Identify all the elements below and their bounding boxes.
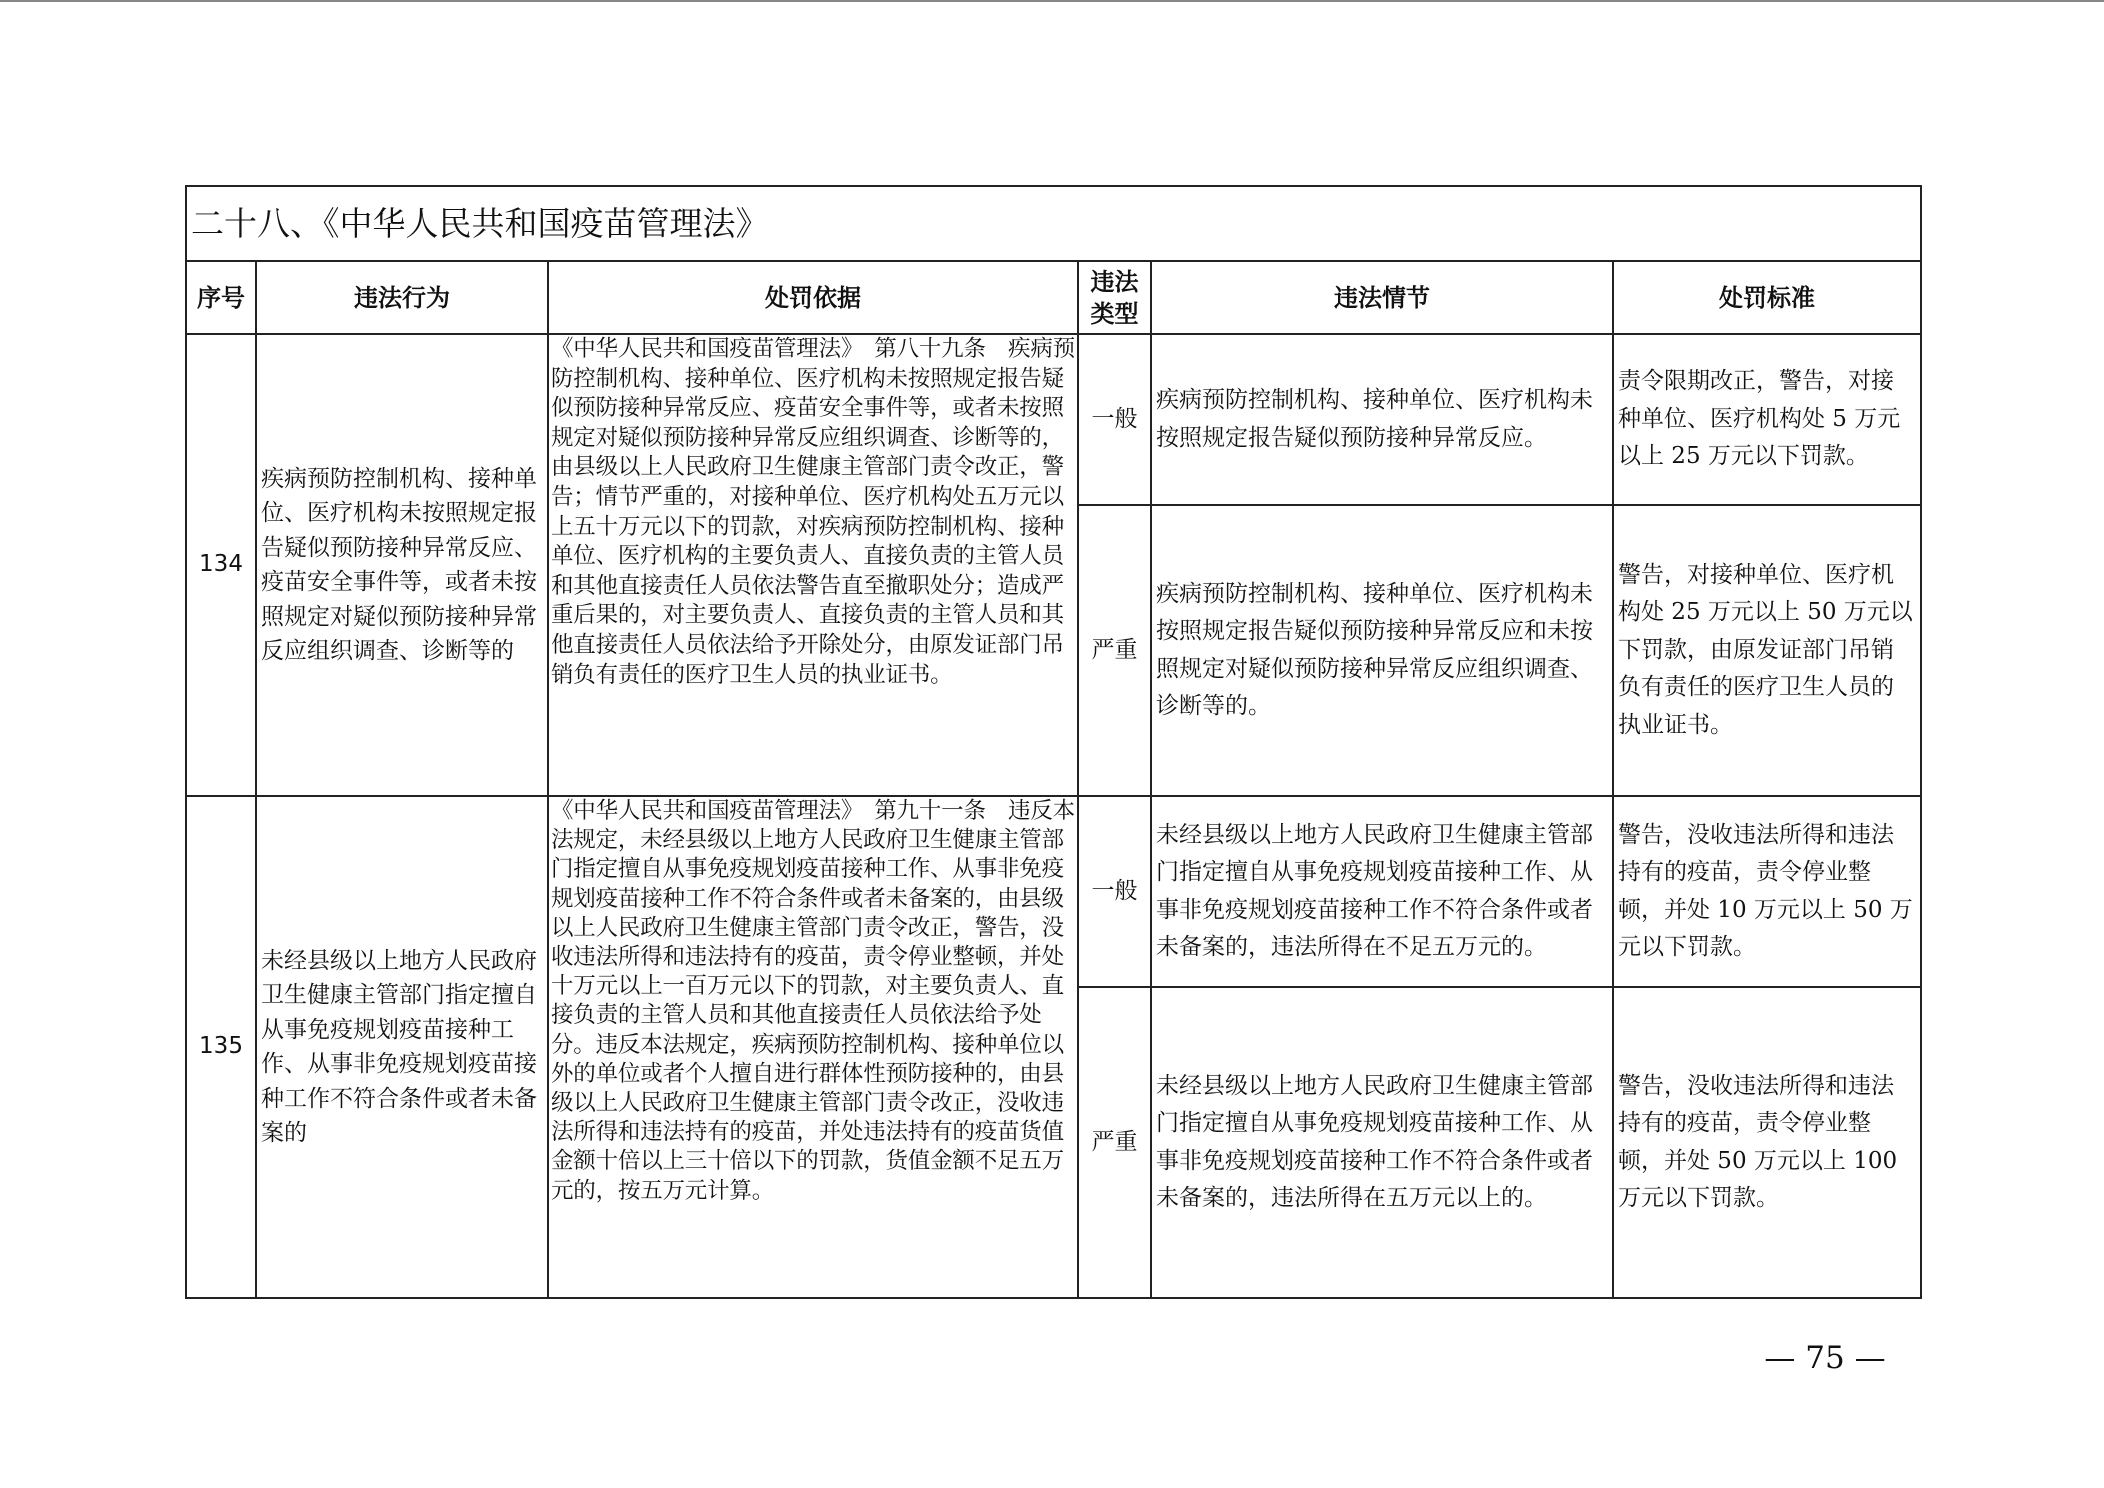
level-circumstance: 疾病预防控制机构、接种单位、医疗机构未按照规定报告疑似预防接种异常反应和未按照规定对疑似预防接种异常反应组织调查、诊断等的。 [1151,505,1613,796]
level-standard: 警告，对接种单位、医疗机构处 25 万元以上 50 万元以下罚款，由原发证部门吊销负有责任的医疗卫生人员的执业证书。 [1613,505,1921,796]
header-seq: 序号 [186,261,256,334]
level-type: 一般 [1078,796,1151,987]
level-standard: 警告，没收违法所得和违法持有的疫苗，责令停业整顿，并处 50 万元以上 100 万元以下罚款。 [1613,987,1921,1298]
header-basis: 处罚依据 [548,261,1078,334]
section-title: 二十八、《中华人民共和国疫苗管理法》 [186,186,1921,261]
level-circumstance: 疾病预防控制机构、接种单位、医疗机构未按照规定报告疑似预防接种异常反应。 [1151,334,1613,505]
header-row [186,261,1921,334]
table-row [186,796,1921,987]
title-row [186,186,1921,261]
penalty-table [185,185,1922,1299]
level-type: 一般 [1078,334,1151,505]
level-type: 严重 [1078,987,1151,1298]
level-standard: 责令限期改正，警告，对接种单位、医疗机构处 5 万元以上 25 万元以下罚款。 [1613,334,1921,505]
level-type: 严重 [1078,505,1151,796]
row-basis: 《中华人民共和国疫苗管理法》 第八十九条 疾病预防控制机构、接种单位、医疗机构未按照规定报告疑似预防接种异常反应、疫苗安全事件等，或者未按照规定对疑似预防接种异常反应组织调查、诊断等的，由县级以上人民政府卫生健康主管部门责令改正，警告；情节严重的，对接种单位、医疗机构处五万元以上五十万元以下的罚款，对疾病预防控制机构、接种单位、医疗机构的主要负责人、直接负责的主管人员和其他直接责任人员依法警告直至撤职处分；造成严重后果的，对主要负责人、直接负责的主管人员和其他直接责任人员依法给予开除处分，由原发证部门吊销负有责任的医疗卫生人员的执业证书。 [548,334,1078,796]
level-standard: 警告，没收违法所得和违法持有的疫苗，责令停业整顿，并处 10 万元以上 50 万元以下罚款。 [1613,796,1921,987]
header-act: 违法行为 [256,261,548,334]
row-seq: 135 [186,796,256,1298]
row-act: 未经县级以上地方人民政府卫生健康主管部门指定擅自从事免疫规划疫苗接种工作、从事非免疫规划疫苗接种工作不符合条件或者未备案的 [256,796,548,1298]
table-row [186,334,1921,505]
level-circumstance: 未经县级以上地方人民政府卫生健康主管部门指定擅自从事免疫规划疫苗接种工作、从事非免疫规划疫苗接种工作不符合条件或者未备案的，违法所得在五万元以上的。 [1151,987,1613,1298]
header-type: 违法类型 [1078,261,1151,334]
header-circumstance: 违法情节 [1151,261,1613,334]
level-circumstance: 未经县级以上地方人民政府卫生健康主管部门指定擅自从事免疫规划疫苗接种工作、从事非免疫规划疫苗接种工作不符合条件或者未备案的，违法所得在不足五万元的。 [1151,796,1613,987]
page-number: — 75 — [1764,1340,1886,1376]
header-standard: 处罚标准 [1613,261,1921,334]
row-seq: 134 [186,334,256,796]
row-basis: 《中华人民共和国疫苗管理法》 第九十一条 违反本法规定，未经县级以上地方人民政府卫生健康主管部门指定擅自从事免疫规划疫苗接种工作、从事非免疫规划疫苗接种工作不符合条件或者未备案的，由县级以上人民政府卫生健康主管部门责令改正，警告，没收违法所得和违法持有的疫苗，责令停业整顿，并处十万元以上一百万元以下的罚款，对主要负责人、直接负责的主管人员和其他直接责任人员依法给予处分。违反本法规定，疾病预防控制机构、接种单位以外的单位或者个人擅自进行群体性预防接种的，由县级以上人民政府卫生健康主管部门责令改正，没收违法所得和违法持有的疫苗，并处违法持有的疫苗货值金额十倍以上三十倍以下的罚款，货值金额不足五万元的，按五万元计算。 [548,796,1078,1298]
top-rule [0,0,2104,2]
row-act: 疾病预防控制机构、接种单位、医疗机构未按照规定报告疑似预防接种异常反应、疫苗安全事件等，或者未按照规定对疑似预防接种异常反应组织调查、诊断等的 [256,334,548,796]
